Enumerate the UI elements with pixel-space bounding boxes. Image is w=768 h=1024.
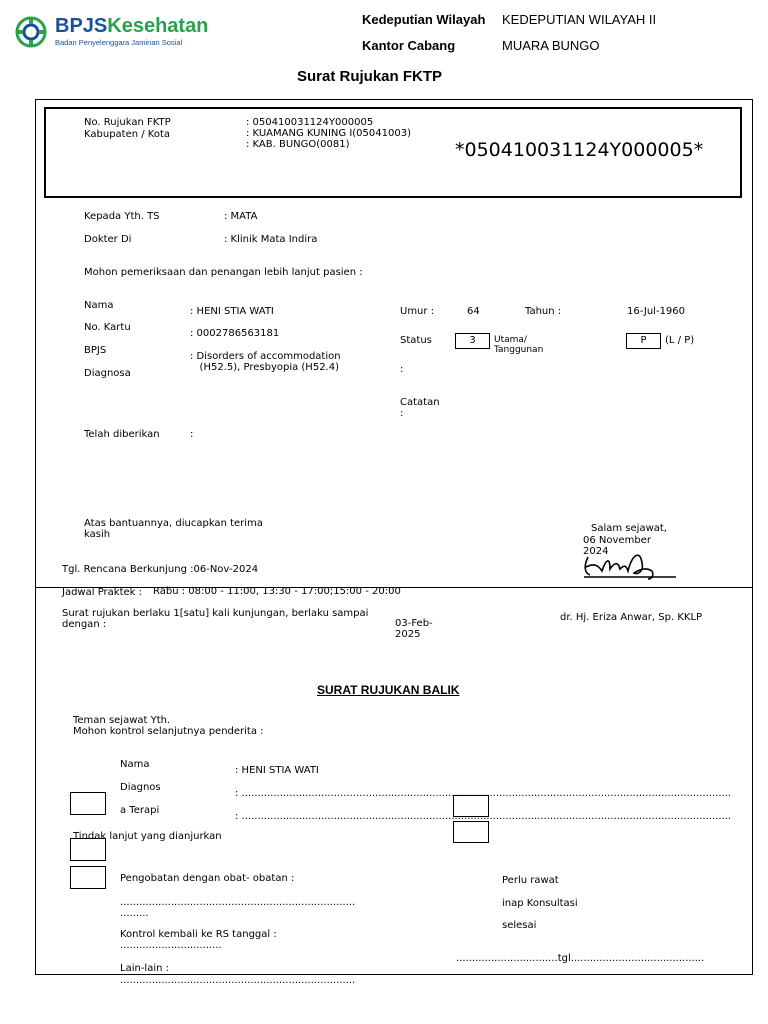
no-rujukan-label: No. Rujukan FKTP xyxy=(84,117,171,128)
checkbox-3[interactable] xyxy=(453,821,489,843)
brand-kesehatan: Kesehatan xyxy=(107,15,209,37)
validity-text: Surat rujukan berlaku 1[satu] kali kunjungan, berlaku sampai dengan : xyxy=(62,608,369,630)
tahun-value: 16-Jul-1960 xyxy=(627,306,686,317)
checkbox-2[interactable] xyxy=(453,795,489,817)
telah-label: Telah diberikan xyxy=(84,429,160,440)
kepada-value: : MATA xyxy=(224,211,258,222)
kabupaten-label: Kabupaten / Kota xyxy=(84,129,171,140)
dokter-value: : Klinik Mata Indira xyxy=(224,234,318,245)
nama-label: Nama xyxy=(84,300,114,311)
thanks-text: Atas bantuannya, diucapkan terima kasih xyxy=(84,518,263,540)
catatan-label: Catatan : xyxy=(400,397,440,419)
bpjs-logo xyxy=(15,14,209,50)
kontrol-label: Kontrol kembali ke RS tanggal : xyxy=(120,929,277,940)
diagnosa-value: : Disorders of accommodation (H52.5), Presbyopia (H52.4) xyxy=(190,351,341,373)
inap-konsultasi: inap Konsultasi xyxy=(502,898,578,909)
brand-tagline: Badan Penyelenggara Jaminan Sosial xyxy=(55,38,183,47)
kabupaten-value: : KAB. BUNGO(0081) xyxy=(246,139,350,150)
balik-nama-label: Nama xyxy=(120,759,150,770)
balik-title: SURAT RUJUKAN BALIK xyxy=(317,683,460,697)
checkbox-1[interactable] xyxy=(70,792,106,815)
jadwal-value: Rabu : 08:00 - 11:00, 13:30 - 17:00;15:00 - 20:00 xyxy=(153,586,401,597)
checkbox-5[interactable] xyxy=(70,866,106,889)
wilayah-label: Kedeputian Wilayah xyxy=(362,12,486,27)
bpjs-label: BPJS xyxy=(84,345,107,356)
selesai: selesai xyxy=(502,920,537,931)
balik-dots-1: : .......................................................................................................................................................... xyxy=(235,788,732,799)
nama-value: : HENI STIA WATI xyxy=(190,306,274,317)
sex-label: (L / P) xyxy=(665,335,695,346)
balik-nama-value: : HENI STIA WATI xyxy=(235,765,319,776)
kontrol-dots: ................................ xyxy=(120,940,222,951)
balik-dots-2: : .......................................................................................................................................................... xyxy=(235,811,732,822)
telah-value: : xyxy=(190,429,194,440)
lain-dots: .......................................................................... xyxy=(120,975,356,986)
status-label: Status xyxy=(400,335,432,346)
balik-terapi-label: a Terapi xyxy=(120,805,160,816)
pengobatan-label: Pengobatan dengan obat- obatan : xyxy=(120,873,295,884)
wilayah-value: KEDEPUTIAN WILAYAH II xyxy=(502,12,657,27)
pengobatan-dots: .......................................................................... ......... xyxy=(120,897,356,919)
umur-label: Umur : xyxy=(400,306,435,317)
cabang-value: MUARA BUNGO xyxy=(502,38,600,53)
page-title: Surat Rujukan FKTP xyxy=(297,68,443,85)
doctor-name: dr. Hj. Eriza Anwar, Sp. KKLP xyxy=(560,612,703,623)
no-rujukan-value: : 050410031124Y000005 xyxy=(246,117,374,128)
no-kartu-value: : 0002786563181 xyxy=(190,328,280,339)
request-text: Mohon pemeriksaan dan penangan lebih lanjut pasien : xyxy=(84,267,363,278)
dokter-label: Dokter Di xyxy=(84,234,132,245)
tgl-line: ................................tgl.......................................... xyxy=(456,953,705,964)
kepada-label: Kepada Yth. TS xyxy=(84,211,160,222)
status-desc: Utama/ Tanggunan xyxy=(494,335,544,355)
tgl-rencana: Tgl. Rencana Berkunjung :06-Nov-2024 xyxy=(62,564,259,575)
no-kartu-label: No. Kartu xyxy=(84,322,131,333)
signature-top xyxy=(580,545,680,585)
tindak-label: Tindak lanjut yang dianjurkan xyxy=(73,831,222,842)
tahun-label: Tahun : xyxy=(525,306,562,317)
salam-text: Salam sejawat, xyxy=(591,523,667,534)
perlu-rawat: Perlu rawat xyxy=(502,875,559,886)
jadwal-label: Jadwal Praktek : xyxy=(62,587,142,598)
balik-greeting: Teman sejawat Yth. Mohon kontrol selanjutnya penderita : xyxy=(73,715,264,737)
status-box: 3 xyxy=(455,333,490,349)
status-colon: : xyxy=(400,364,404,375)
cabang-label: Kantor Cabang xyxy=(362,38,456,53)
barcode-text: *050410031124Y000005* xyxy=(455,139,704,161)
validity-date: 03-Feb- 2025 xyxy=(395,618,433,640)
diagnosa-label: Diagnosa xyxy=(84,368,131,379)
brand-bpjs: BPJS xyxy=(55,15,108,37)
sign-date: 06 November 2024 xyxy=(583,535,651,557)
puskesmas-value: : KUAMANG KUNING I(05041003) xyxy=(246,128,411,139)
balik-diagnosa-label: Diagnos xyxy=(120,782,161,793)
lain-label: Lain-lain : xyxy=(120,963,169,974)
umur-value: 64 xyxy=(467,306,480,317)
sex-box: P xyxy=(626,333,661,349)
bpjs-emblem-icon xyxy=(15,16,47,48)
